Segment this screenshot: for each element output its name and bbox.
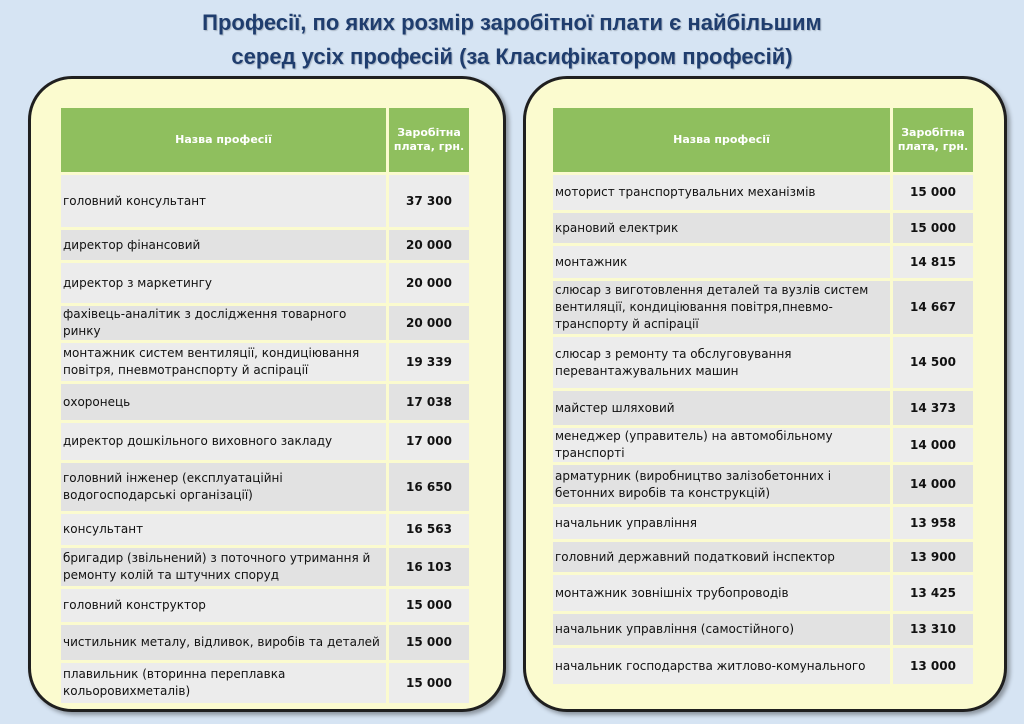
right-table-header-row (553, 108, 973, 172)
right-header-profession: Назва професії (553, 108, 893, 172)
profession-name: майстер шляховий (553, 391, 893, 425)
page-title-line-2: серед усіх професій (за Класифікатором професій) (231, 44, 793, 69)
salary-value: 14 667 (893, 281, 973, 334)
salary-value: 15 000 (893, 175, 973, 210)
profession-name: начальник господарства житлово-комунального (553, 648, 893, 684)
salary-value: 15 000 (389, 663, 469, 703)
table-row (553, 614, 973, 645)
page-title-line-1: Професії, по яких розмір заробітної плати є найбільшим (202, 10, 822, 35)
table-row (61, 263, 469, 303)
right-table-panel (523, 76, 1007, 712)
salary-value: 14 373 (893, 391, 973, 425)
profession-name: чистильник металу, відливок, виробів та деталей (61, 625, 389, 660)
table-row (61, 589, 469, 622)
profession-name: охоронець (61, 384, 389, 420)
table-row (553, 648, 973, 684)
salary-value: 20 000 (389, 306, 469, 340)
table-row (553, 507, 973, 539)
profession-name: фахівець-аналітик з дослідження товарного ринку (61, 306, 389, 340)
table-row (553, 391, 973, 425)
salary-value: 13 958 (893, 507, 973, 539)
right-salary-table (553, 105, 973, 687)
salary-value: 17 000 (389, 423, 469, 460)
profession-name: монтажник зовнішніх трубопроводів (553, 575, 893, 611)
table-row (553, 428, 973, 462)
table-row (61, 423, 469, 460)
table-row (61, 175, 469, 227)
salary-value: 13 000 (893, 648, 973, 684)
salary-value: 14 815 (893, 246, 973, 278)
salary-value: 16 103 (389, 548, 469, 586)
left-table-body (61, 175, 469, 703)
left-table-header-row (61, 108, 469, 172)
profession-name: слюсар з виготовлення деталей та вузлів систем вентиляції, кондиціювання повітря,пневмо-транспорту й аспірації (553, 281, 893, 334)
profession-name: головний конструктор (61, 589, 389, 622)
table-row (553, 175, 973, 210)
table-row (61, 343, 469, 381)
table-row (553, 465, 973, 504)
table-row (61, 463, 469, 511)
salary-value: 20 000 (389, 263, 469, 303)
profession-name: монтажник систем вентиляції, кондиціювання повітря, пневмотранспорту й аспірації (61, 343, 389, 381)
table-row (61, 230, 469, 260)
profession-name: начальник управління (553, 507, 893, 539)
salary-value: 15 000 (893, 213, 973, 243)
profession-name: арматурник (виробництво залізобетонних і бетонних виробів та конструкцій) (553, 465, 893, 504)
profession-name: головний державний податковий інспектор (553, 542, 893, 572)
salary-value: 37 300 (389, 175, 469, 227)
table-row (61, 384, 469, 420)
profession-name: директор фінансовий (61, 230, 389, 260)
profession-name: директор дошкільного виховного закладу (61, 423, 389, 460)
table-row (61, 514, 469, 545)
salary-value: 17 038 (389, 384, 469, 420)
profession-name: плавильник (вторинна переплавка кольоровихметалів) (61, 663, 389, 703)
page-title (0, 6, 1024, 74)
salary-value: 15 000 (389, 589, 469, 622)
table-row (553, 337, 973, 388)
salary-value: 16 650 (389, 463, 469, 511)
table-row (61, 548, 469, 586)
table-row (553, 281, 973, 334)
salary-value: 13 900 (893, 542, 973, 572)
left-table-panel (28, 76, 506, 712)
table-row (61, 663, 469, 703)
profession-name: монтажник (553, 246, 893, 278)
table-row (553, 246, 973, 278)
profession-name: директор з маркетингу (61, 263, 389, 303)
salary-value: 13 310 (893, 614, 973, 645)
table-row (553, 542, 973, 572)
salary-value: 20 000 (389, 230, 469, 260)
table-row (61, 306, 469, 340)
profession-name: головний інженер (експлуатаційні водогосподарські організації) (61, 463, 389, 511)
profession-name: крановий електрик (553, 213, 893, 243)
salary-value: 16 563 (389, 514, 469, 545)
salary-value: 14 500 (893, 337, 973, 388)
profession-name: консультант (61, 514, 389, 545)
salary-value: 19 339 (389, 343, 469, 381)
salary-value: 14 000 (893, 465, 973, 504)
right-header-salary: Заробітна плата, грн. (893, 108, 973, 172)
profession-name: менеджер (управитель) на автомобільному транспорті (553, 428, 893, 462)
profession-name: слюсар з ремонту та обслуговування перевантажувальних машин (553, 337, 893, 388)
left-header-salary: Заробітна плата, грн. (389, 108, 469, 172)
salary-value: 13 425 (893, 575, 973, 611)
table-row (553, 213, 973, 243)
salary-value: 15 000 (389, 625, 469, 660)
profession-name: головний консультант (61, 175, 389, 227)
left-header-profession: Назва професії (61, 108, 389, 172)
table-row (61, 625, 469, 660)
profession-name: бригадир (звільнений) з поточного утримання й ремонту колій та штучних споруд (61, 548, 389, 586)
right-table-body (553, 175, 973, 684)
table-row (553, 575, 973, 611)
salary-value: 14 000 (893, 428, 973, 462)
left-salary-table (61, 105, 469, 706)
profession-name: моторист транспортувальних механізмів (553, 175, 893, 210)
profession-name: начальник управління (самостійного) (553, 614, 893, 645)
